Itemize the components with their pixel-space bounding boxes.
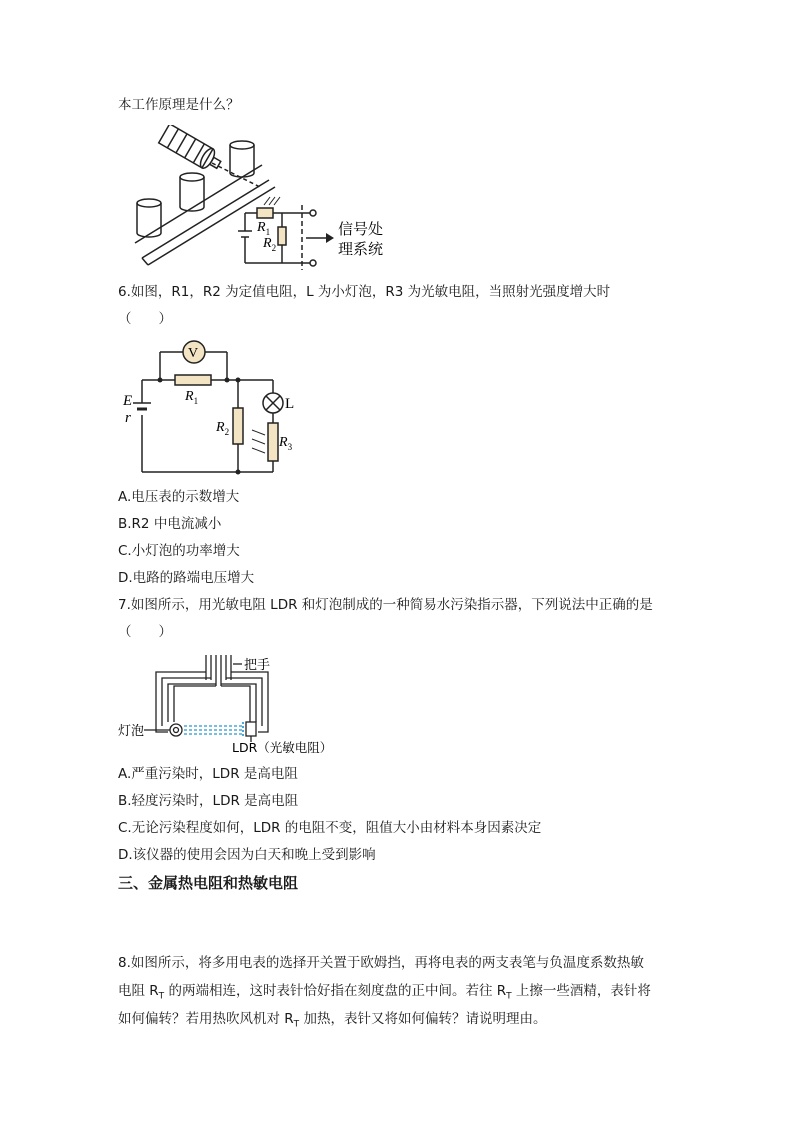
figure-water-indicator: [118, 650, 358, 760]
figure-conveyor-circuit: [130, 125, 400, 270]
fig2-r1-label: $R_1$: [185, 389, 199, 406]
q6-option-b: B.R2 中电流减小: [118, 516, 222, 532]
signal-label-2: 理系统: [338, 240, 384, 258]
q8-line-2: 电阻 $R_T$ 的两端相连，这时表针恰好指在刻度盘的正中间。若往 $R_T$ 上擦一些酒精，表针将: [118, 983, 651, 1002]
q7-option-d: D.该仪器的使用会因为白天和晚上受到影响: [118, 847, 376, 863]
lamp-label: L: [285, 396, 295, 412]
q6-bracket: （ ）: [118, 311, 172, 327]
q8-line-3: 如何偏转？若用热吹风机对 $R_T$ 加热，表针又将如何偏转？请说明理由。: [118, 1011, 547, 1030]
fig2-r2-label: $R_2$: [216, 420, 230, 437]
intro-question: 本工作原理是什么？: [118, 97, 240, 113]
q8-line-1: 8.如图所示，将多用电表的选择开关置于欧姆挡，再将电表的两支表笔与负温度系数热敏: [118, 955, 644, 971]
handle-label: 把手: [244, 658, 271, 673]
signal-label-1: 信号处: [338, 220, 384, 238]
ldr-label: LDR（光敏电阻）: [232, 740, 333, 755]
emf-label: E: [123, 393, 133, 409]
bulb-label: 灯泡: [118, 724, 145, 739]
q6-text: 6.如图，R1，R2 为定值电阻，L 为小灯泡，R3 为光敏电阻，当照射光强度增大时: [118, 284, 611, 300]
q7-option-c: C.无论污染程度如何，LDR 的电阻不变，阻值大小由材料本身因素决定: [118, 820, 542, 836]
q7-text: 7.如图所示，用光敏电阻 LDR 和灯泡制成的一种简易水污染指示器，下列说法中正确的是: [118, 597, 653, 613]
section-title: 三、金属热电阻和热敏电阻: [118, 874, 299, 892]
q7-bracket: （ ）: [118, 624, 172, 640]
fig1-r1-label: $R_1$: [257, 220, 271, 237]
q7-option-a: A.严重污染时，LDR 是高电阻: [118, 766, 298, 782]
q7-option-b: B.轻度污染时，LDR 是高电阻: [118, 793, 299, 809]
q6-option-d: D.电路的路端电压增大: [118, 570, 255, 586]
voltmeter-label: V: [188, 346, 199, 361]
q6-option-a: A.电压表的示数增大: [118, 489, 240, 505]
q6-option-c: C.小灯泡的功率增大: [118, 543, 240, 559]
fig1-r2-label: $R_2$: [263, 236, 277, 253]
fig2-r3-label: $R_3$: [279, 435, 293, 452]
figure-circuit-q6: [115, 335, 305, 480]
internal-resistance-label: r: [125, 410, 131, 426]
